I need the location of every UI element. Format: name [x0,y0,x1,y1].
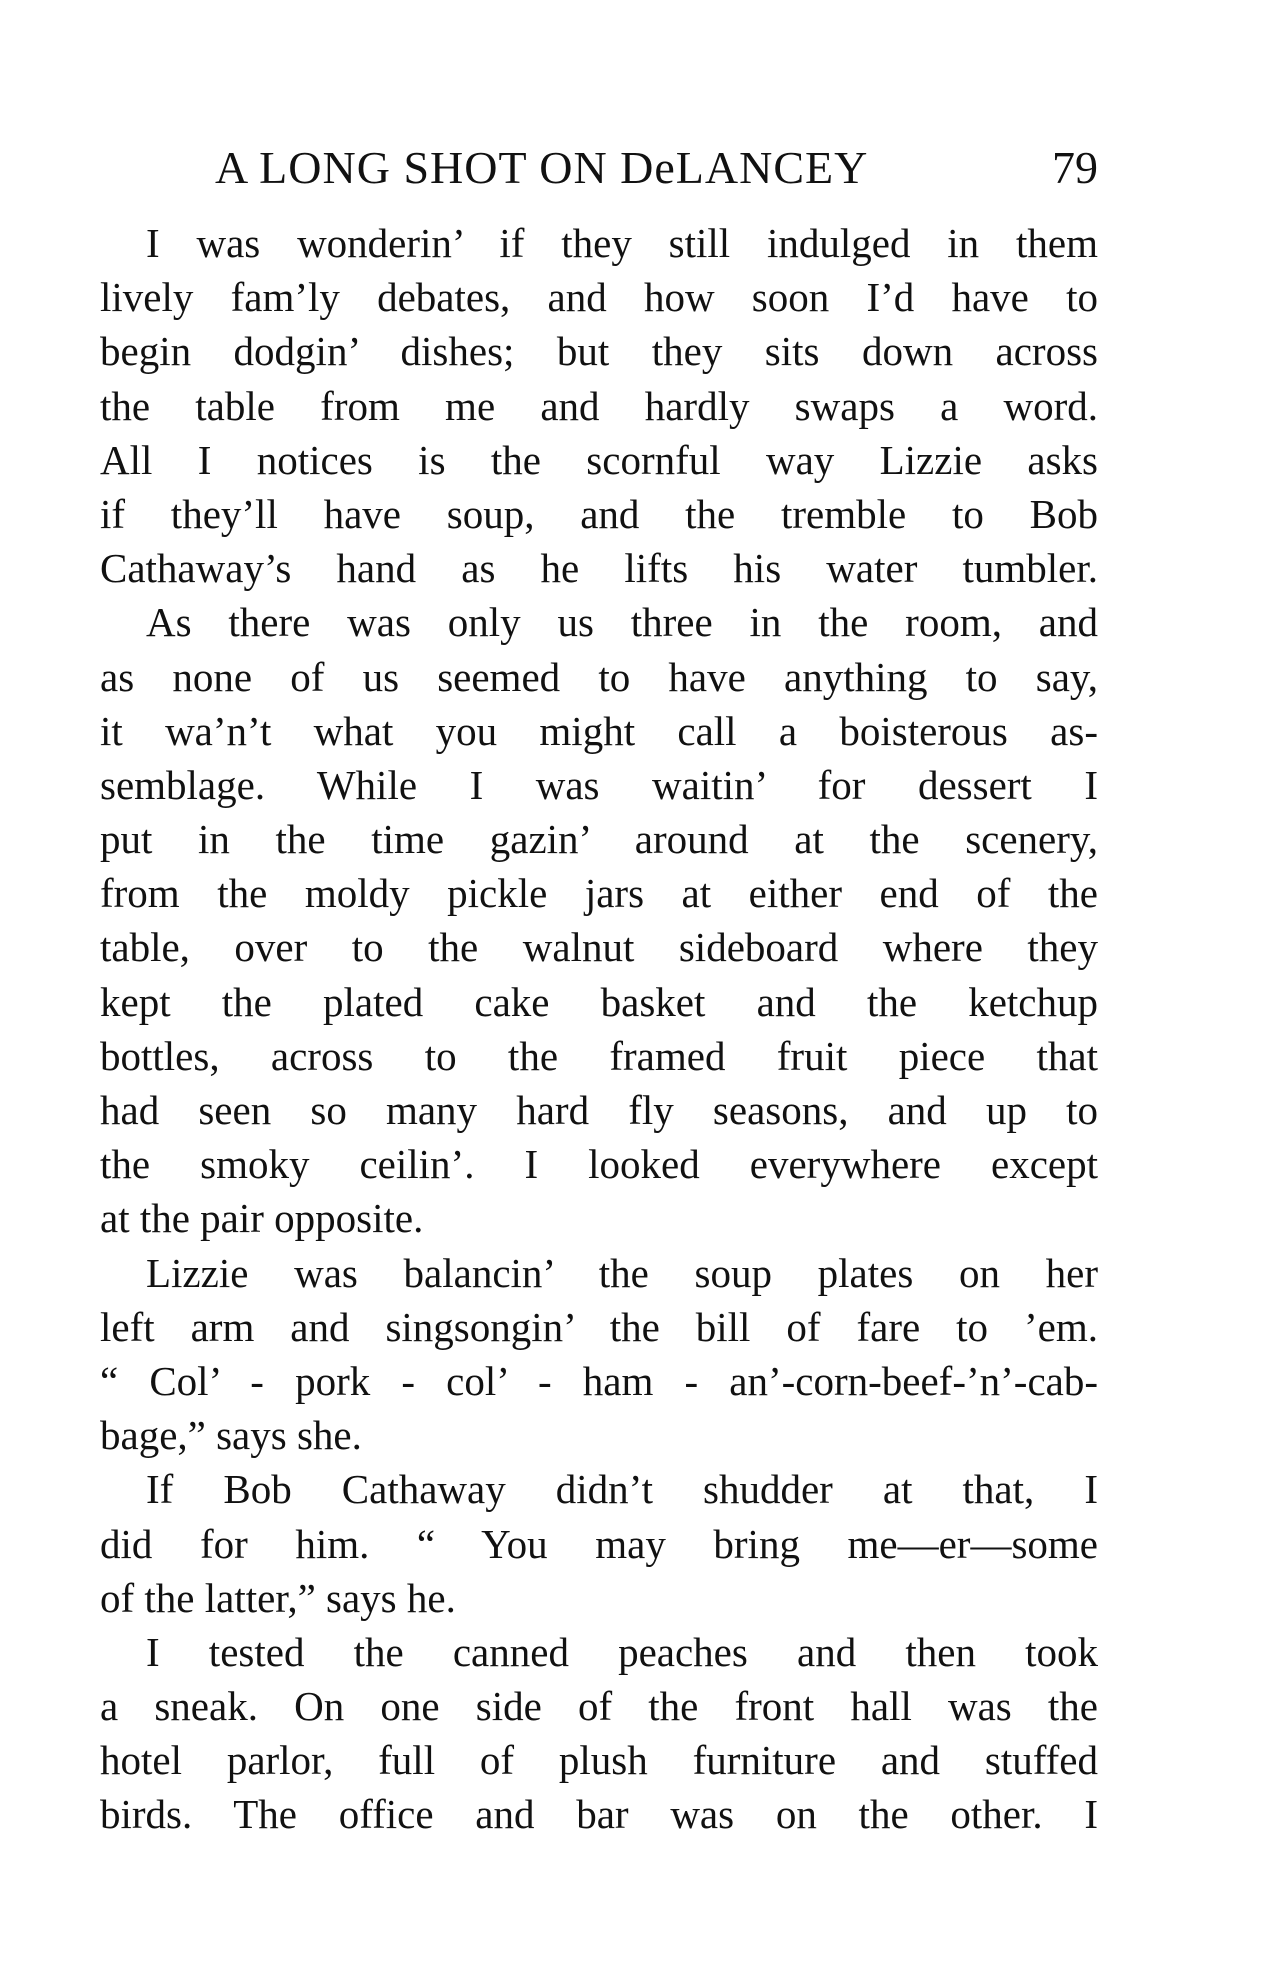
text-line: semblage. While I was waitin’ for dessert I [100,761,1098,808]
text-line: the smoky ceilin’. I looked everywhere except [100,1141,1098,1188]
text-line: birds. The office and bar was on the other. I [100,1791,1098,1838]
text-line: Lizzie was balancin’ the soup plates on her [146,1249,1098,1296]
text-line: if they’ll have soup, and the tremble to Bob [100,490,1098,537]
text-line: begin dodgin’ dishes; but they sits down across [100,328,1098,375]
text-line: did for him. “ You may bring me—er—some [100,1520,1098,1567]
text-line: I was wonderin’ if they still indulged in them [146,220,1098,266]
text-line: put in the time gazin’ around at the scenery, [100,816,1098,863]
text-line: bottles, across to the framed fruit piece that [100,1032,1098,1079]
page-number: 79 [1052,142,1098,193]
text-line: left arm and singsongin’ the bill of fare to ’em. [100,1303,1098,1350]
text-line: table, over to the walnut sideboard where they [100,924,1098,971]
text-line: at the pair opposite. [100,1195,424,1242]
text-line: hotel parlor, full of plush furniture and stuffed [100,1737,1098,1784]
running-title: A LONG SHOT ON DeLANCEY [215,142,869,193]
text-line: a sneak. On one side of the front hall was the [100,1683,1098,1730]
text-line: “ Col’ - pork - col’ - ham - an’-corn-beef-’n’-cab- [100,1357,1098,1404]
text-line: had seen so many hard fly seasons, and up to [100,1087,1098,1133]
text-line: If Bob Cathaway didn’t shudder at that, I [146,1466,1098,1513]
text-line: lively fam’ly debates, and how soon I’d have to [100,274,1098,321]
text-line: kept the plated cake basket and the ketchup [100,978,1098,1025]
paragraph-2 [100,595,1098,1245]
paragraph-3 [100,1246,1098,1463]
text-line: the table from me and hardly swaps a word. [100,382,1098,429]
body-text [100,216,1098,1842]
text-line: of the latter,” says he. [100,1574,456,1621]
text-line: it wa’n’t what you might call a boisterous as- [100,707,1098,754]
text-line: I tested the canned peaches and then took [146,1628,1098,1675]
text-line: as none of us seemed to have anything to say, [100,653,1098,700]
text-line: bage,” says she. [100,1412,362,1459]
paragraph-1 [100,216,1098,595]
text-line: As there was only us three in the room, and [146,599,1098,646]
paragraph-4 [100,1462,1098,1625]
text-line: Cathaway’s hand as he lifts his water tumbler. [100,545,1098,592]
text-line: from the moldy pickle jars at either end of the [100,870,1098,917]
text-line: All I notices is the scornful way Lizzie asks [100,436,1098,483]
running-head [100,138,1098,198]
paragraph-5 [100,1625,1098,1842]
